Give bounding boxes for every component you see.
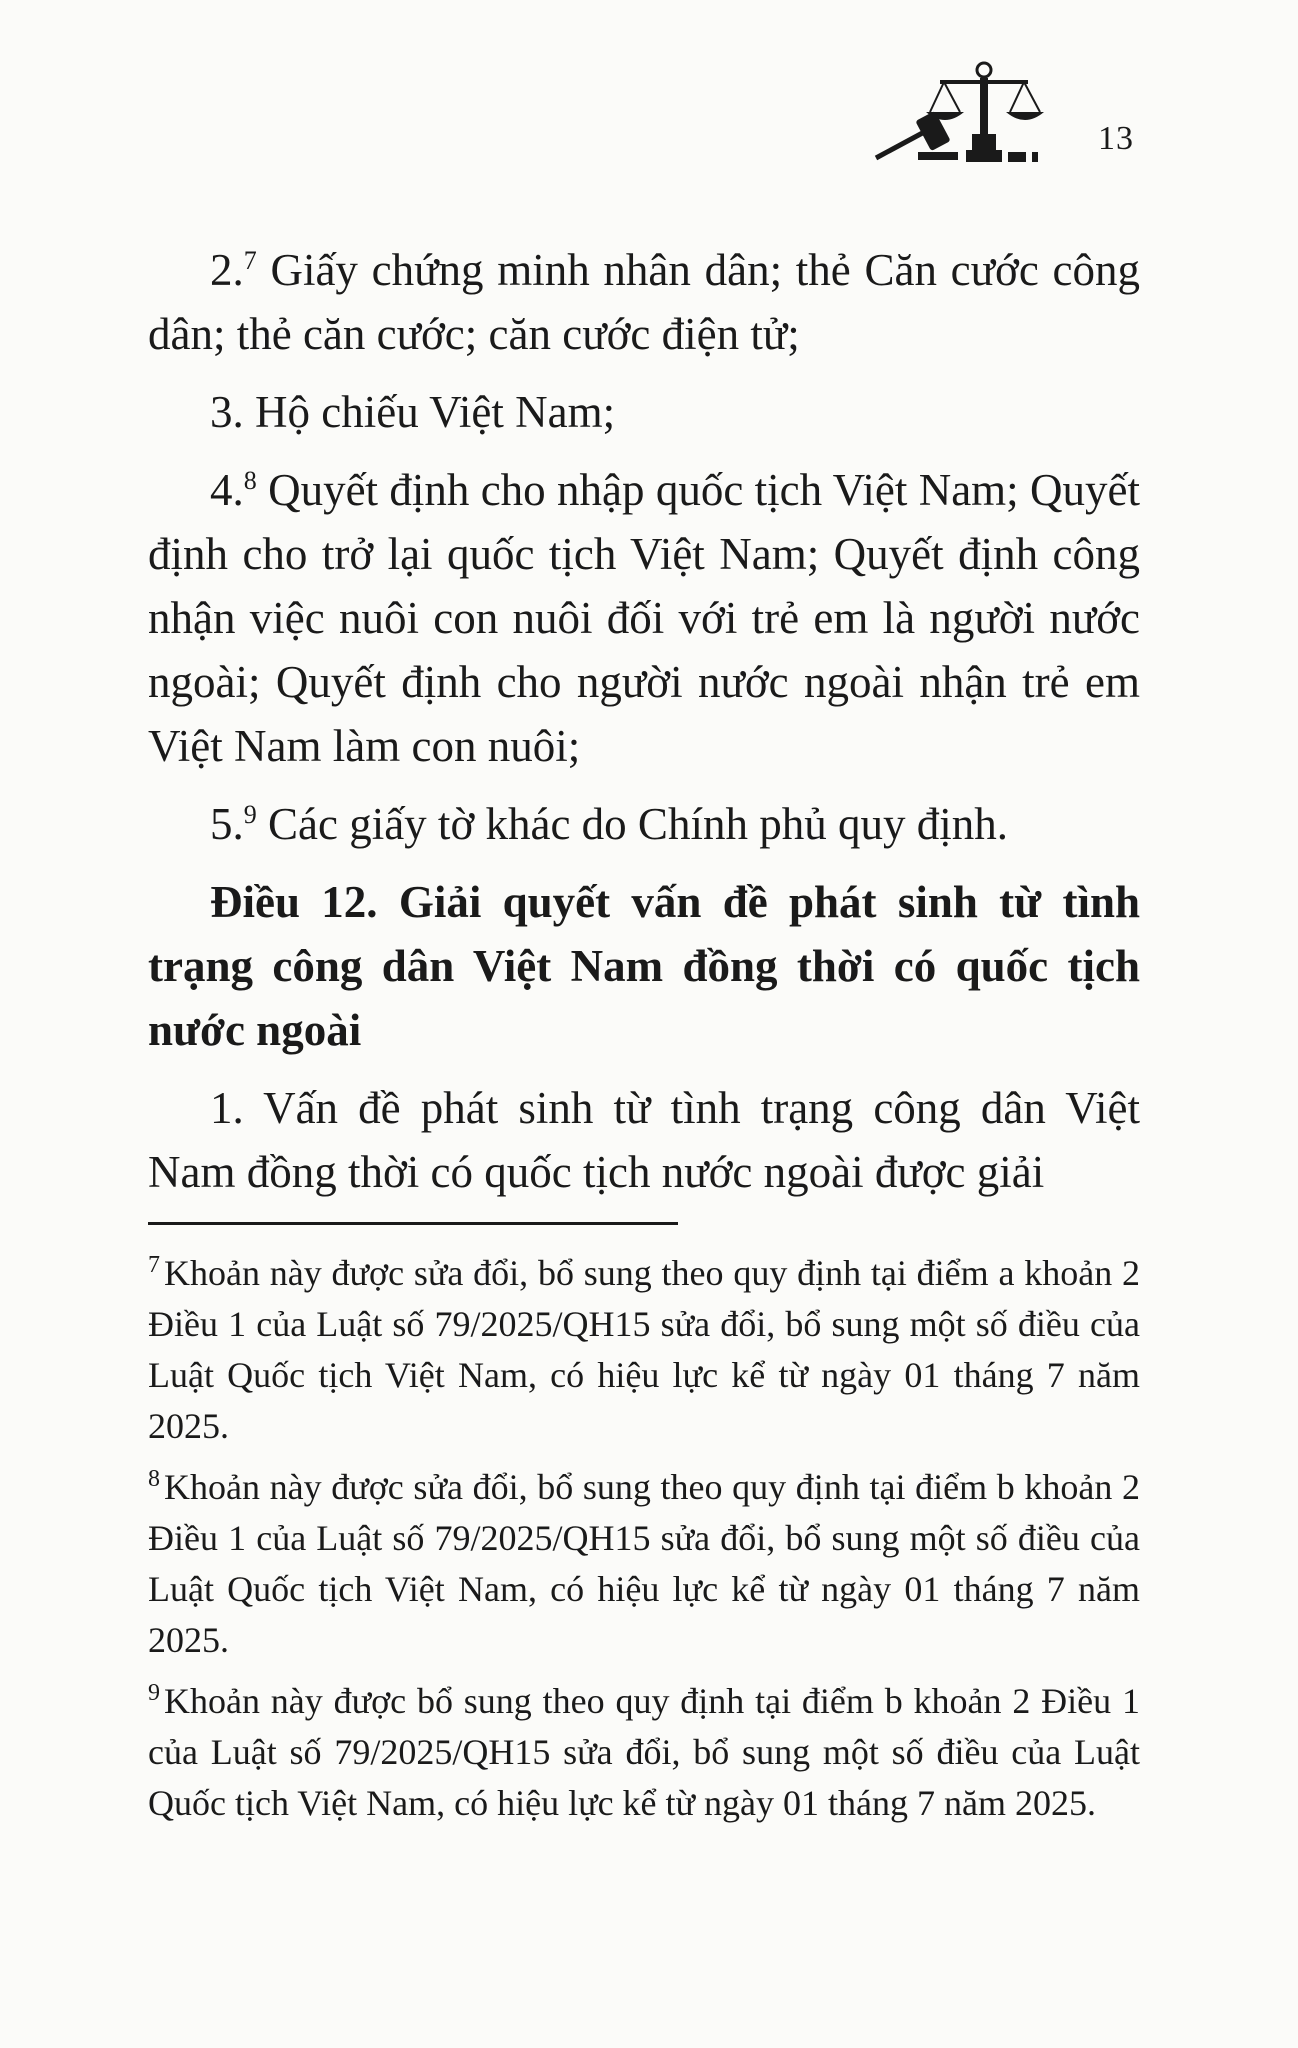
footnote-ref-7: 7 bbox=[243, 246, 257, 275]
footnote-9: $^9$ Khoản này được bổ sung theo quy định tại điểm b khoản 2 Điều 1 của Luật số 79/2025/QH15 sửa đổi, bổ sung một số điều của Luật Quốc tịch Việt Nam, có hiệu lực kể từ ngày 01 tháng 7 năm 2025. bbox=[148, 1680, 1140, 1823]
footnote-ref-8: 8 bbox=[243, 466, 257, 495]
clause-item-5: 5.$^9$ Các giấy tờ khác do Chính phủ quy định. bbox=[210, 799, 1008, 849]
page-number: 13 bbox=[1098, 120, 1134, 157]
page-header bbox=[870, 58, 1170, 168]
clause-1: 1. Vấn đề phát sinh từ tình trạng công dân Việt Nam đồng thời có quốc tịch nước ngoài được giải bbox=[148, 1083, 1140, 1197]
article-heading: Điều 12. Giải quyết vấn đề phát sinh từ tình trạng công dân Việt Nam đồng thời có quốc tịch nước ngoài bbox=[148, 877, 1140, 1055]
footnote-ref-9: 9 bbox=[243, 800, 257, 829]
footnotes bbox=[148, 1248, 1140, 1839]
body-text bbox=[148, 238, 1140, 1218]
clause-item-2: 2.$^7$ Giấy chứng minh nhân dân; thẻ Căn cước công dân; thẻ căn cước; căn cước điện tử; bbox=[148, 245, 1140, 359]
clause-item-4: 4.$^8$ Quyết định cho nhập quốc tịch Việt Nam; Quyết định cho trở lại quốc tịch Việt Nam; Quyết định công nhận việc nuôi con nuôi đối với trẻ em là người nước ngoài; Quyết định cho người nước ngoài nhận trẻ em Việt Nam làm con nuôi; bbox=[148, 465, 1140, 771]
footnote-divider bbox=[148, 1222, 678, 1225]
footnote-7: $^7$ Khoản này được sửa đổi, bổ sung theo quy định tại điểm a khoản 2 Điều 1 của Luật số 79/2025/QH15 sửa đổi, bổ sung một số điều của Luật Quốc tịch Việt Nam, có hiệu lực kể từ ngày 01 tháng 7 năm 2025. bbox=[148, 1252, 1140, 1446]
scales-of-justice-gavel-icon bbox=[870, 58, 1070, 166]
clause-item-3: 3. Hộ chiếu Việt Nam; bbox=[210, 387, 616, 437]
footnote-8: $^8$ Khoản này được sửa đổi, bổ sung theo quy định tại điểm b khoản 2 Điều 1 của Luật số 79/2025/QH15 sửa đổi, bổ sung một số điều của Luật Quốc tịch Việt Nam, có hiệu lực kể từ ngày 01 tháng 7 năm 2025. bbox=[148, 1466, 1140, 1660]
